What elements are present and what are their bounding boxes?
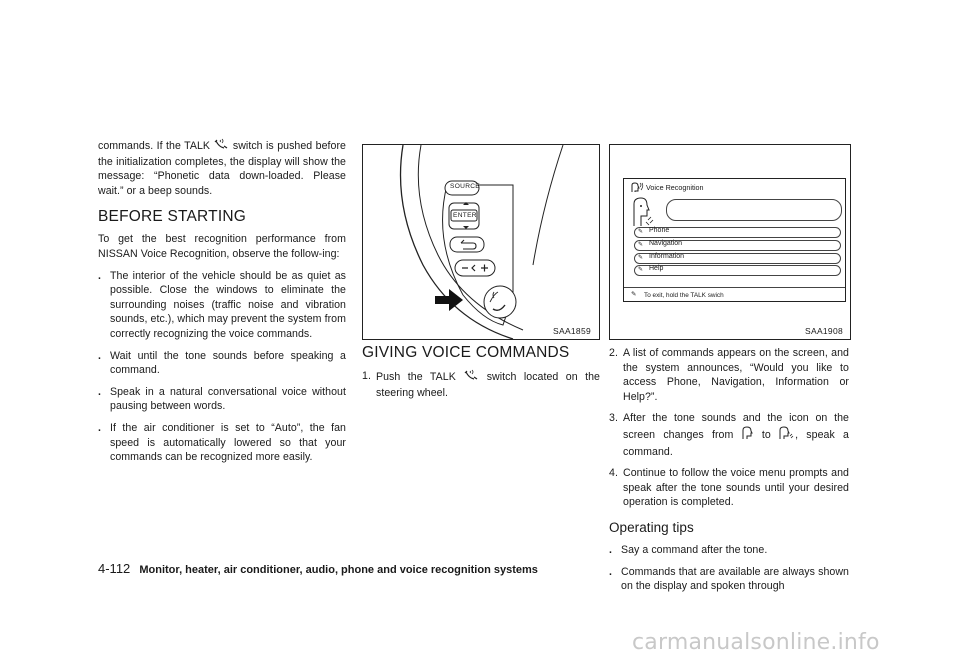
figure-caption: SAA1859: [553, 326, 592, 336]
speaking-head-icon: [742, 426, 754, 445]
figure-caption: SAA1908: [805, 326, 844, 336]
speaking-head-icon: [630, 182, 644, 195]
talk-switch-icon: [463, 369, 479, 386]
watermark: carmanualsonline.info: [632, 630, 880, 655]
middle-column: [362, 344, 600, 400]
list-item: . Say a command after the tone.: [609, 543, 768, 556]
list-item: . If the air conditioner is set to “Auto”, the fan speed is automatically lowered so that your commands can be recognized more easily.: [98, 421, 346, 464]
list-item: . Commands that are available are always shown on the display and spoken through: [609, 565, 849, 593]
heading-before-starting: BEFORE STARTING: [98, 208, 246, 226]
talk-switch-icon: ✎: [638, 242, 644, 248]
menu-item-information[interactable]: ✎ Information: [634, 253, 841, 264]
menu-item-phone[interactable]: ✎ Phone: [634, 227, 841, 238]
screen-title: Voice Recognition: [646, 183, 704, 192]
list-item: 4. Continue to follow the voice menu prompts and speak after the tone sounds until your desired operation is completed.: [609, 467, 849, 509]
listening-head-icon: [779, 426, 795, 445]
steering-wheel-illustration: [363, 145, 599, 339]
page-number: 4-112: [98, 561, 131, 576]
list-item: . Wait until the tone sounds before speaking a command.: [98, 349, 346, 377]
intro-text-a: commands. If the TALK: [98, 140, 211, 153]
heading-operating-tips: Operating tips: [609, 519, 694, 535]
recognition-result-field: [666, 199, 842, 221]
steering-wheel-figure: [362, 144, 600, 340]
enter-button-label: ENTER: [453, 212, 477, 219]
list-item: 3. After the tone sounds and the icon on the screen changes from to , speak a command.: [609, 412, 849, 458]
list-item: . Speak in a natural conversational voice without pausing between words.: [98, 385, 346, 413]
intro-text-b: switch is pushed before the initialization completes, the display will show the message: “Phonetic data down-loaded. Please wait.” or a beep sounds.: [98, 140, 346, 197]
list-item: . The interior of the vehicle should be as quiet as possible. Close the windows to eliminate the surrounding noises (traffic noise and vibration sounds, etc.), which may prevent the system from correctly recognizing the voice commands.: [98, 269, 346, 340]
arrow-right-icon: [435, 289, 463, 311]
list-item: 2. A list of commands appears on the screen, and the system announces, “Would you like to access Phone, Navigation, Information or Help?”.: [609, 347, 849, 403]
talk-switch-icon: ✎: [638, 267, 644, 273]
intro-paragraph: [98, 138, 346, 198]
right-column: [609, 346, 849, 594]
voice-recognition-screen: [623, 178, 846, 302]
menu-item-help[interactable]: ✎ Help: [634, 265, 841, 276]
listening-head-icon: [632, 196, 654, 228]
menu-item-navigation[interactable]: ✎ Navigation: [634, 240, 841, 251]
left-column: [98, 138, 346, 465]
talk-switch-icon: ✎: [638, 229, 644, 235]
list-item: 1. Push the TALK switch located on the steering wheel.: [362, 370, 600, 399]
divider: [624, 287, 845, 288]
exit-instruction: To exit, hold the TALK swich: [644, 292, 724, 299]
talk-switch-icon: ✎: [638, 255, 644, 261]
talk-switch-icon: ✎: [631, 291, 637, 298]
source-button-label: SOURCE: [450, 183, 481, 190]
talk-switch-icon: [213, 138, 229, 155]
before-starting-paragraph: To get the best recognition performance from NISSAN Voice Recognition, observe the follow-ing:: [98, 233, 346, 260]
heading-giving-voice-commands: GIVING VOICE COMMANDS: [362, 344, 570, 361]
page-footer: [98, 561, 538, 576]
section-title: Monitor, heater, air conditioner, audio, phone and voice recognition systems: [139, 564, 538, 576]
